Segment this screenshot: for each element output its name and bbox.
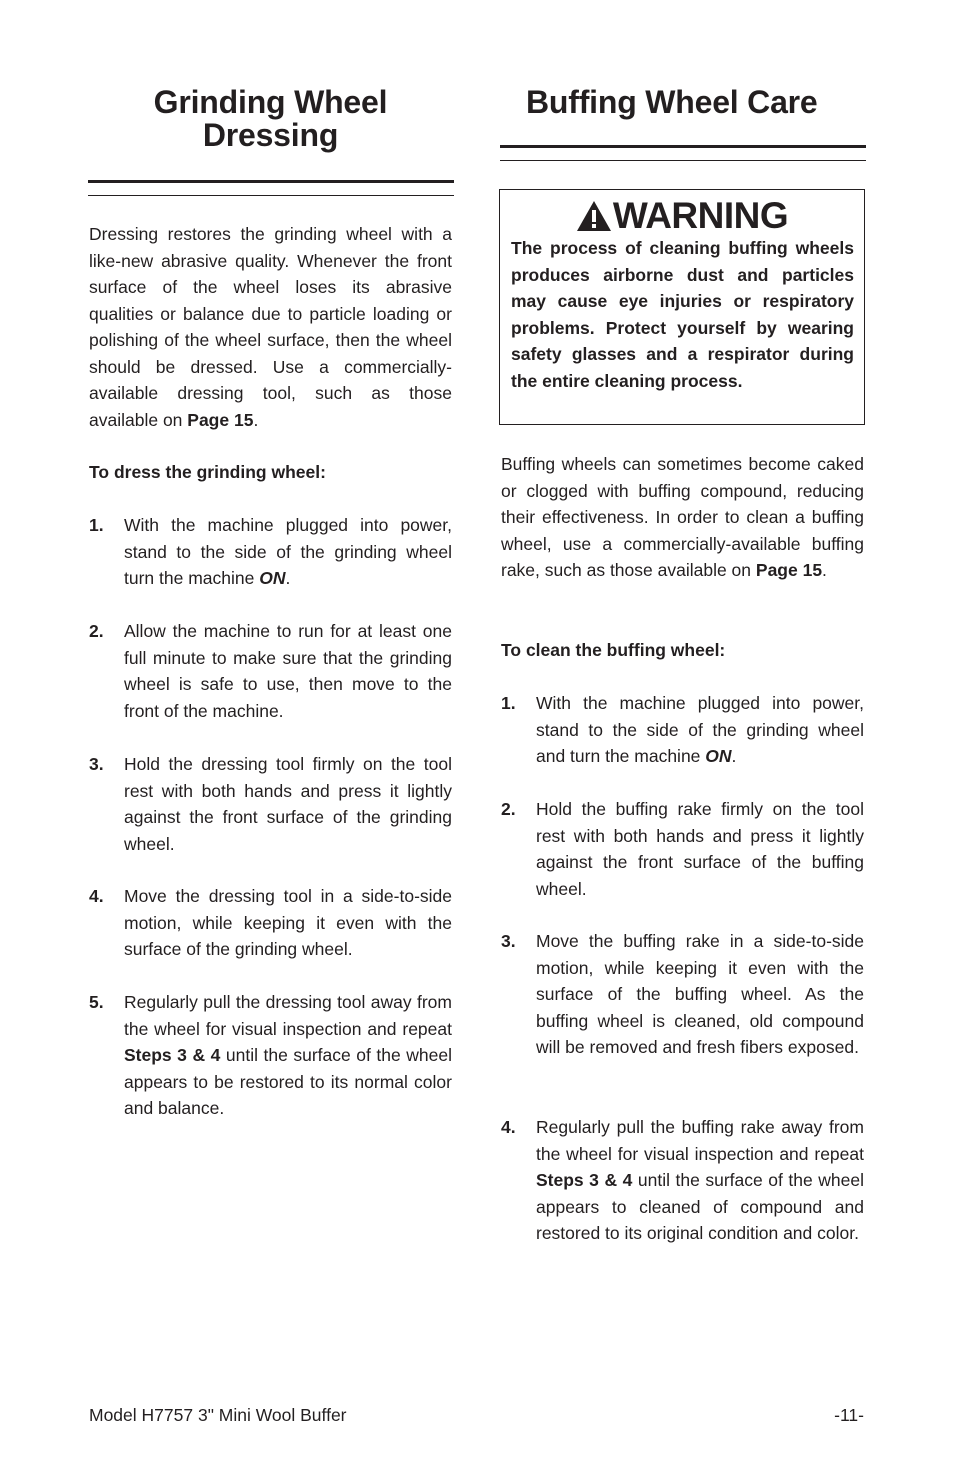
grinding-subheading: To dress the grinding wheel: (89, 462, 326, 482)
buffing-subheading: To clean the buffing wheel: (501, 640, 726, 660)
list-item: 1. With the machine plugged into power, stand to the side of the grinding wheel turn the machine ON. (89, 515, 452, 588)
title-rule-thick (88, 180, 454, 183)
list-item: 3. Hold the dressing tool firmly on the tool rest with both hands and press it lightly against the front surface of the grinding wheel. (89, 754, 452, 854)
list-item: 5. Regularly pull the dressing tool away from the wheel for visual inspection and repeat Steps 3 & 4 until the surface of the wheel appears to be restored to its normal color and balance. (89, 992, 452, 1118)
grinding-section-title (86, 86, 455, 152)
title-rule-thick (500, 145, 866, 148)
buffing-section-title: Buffing Wheel Care (526, 84, 818, 120)
list-item: 1. With the machine plugged into power, stand to the side of the grinding wheel and turn the machine ON. (501, 693, 864, 766)
title-rule-thin (500, 160, 866, 161)
page-reference: Page 15 (187, 409, 254, 430)
footer-model: Model H7757 3" Mini Wool Buffer (89, 1405, 347, 1425)
list-item: 2. Hold the buffing rake firmly on the tool rest with both hands and press it lightly against the front surface of the buffing wheel. (501, 799, 864, 899)
list-item: 4. Move the dressing tool in a side-to-side motion, while keeping it even with the surface of the grinding wheel. (89, 886, 452, 959)
warning-text: The process of cleaning buffing wheels produces airborne dust and particles may cause eye injuries or respiratory problems. Protect yourself by wearing safety glasses and a respirator during the entire cleaning process. (511, 238, 854, 391)
buffing-intro: Buffing wheels can sometimes become caked or clogged with buffing compound, reducing their effectiveness. In order to clean a buffing wheel, use a commercially-available buffing rake, such as those available on Page 15. (501, 454, 864, 580)
footer-page-number: -11- (834, 1405, 864, 1425)
warning-box (499, 189, 865, 425)
grinding-intro: Dressing restores the grinding wheel with a like-new abrasive quality. Whenever the front surface of the wheel loses its abrasive qualities or balance due to particle loading or polishing of the wheel surface, then the wheel should be dressed. Use a commercially-available dressing tool, such as those available on Page 15. (89, 224, 452, 430)
list-item: 3. Move the buffing rake in a side-to-side motion, while keeping it even with the surface of the buffing wheel. As the buffing wheel is cleaned, old compound will be removed and fresh fibers exposed. (501, 931, 864, 1057)
warning-label: WARNING (612, 195, 789, 236)
page-reference: Page 15 (755, 560, 823, 580)
list-item: 4. Regularly pull the buffing rake away from the wheel for visual inspection and repeat Steps 3 & 4 until the surface of the wheel appears to cleaned of compound and restored to its original condition and color. (501, 1117, 864, 1243)
list-item: 2. Allow the machine to run for at least one full minute to make sure that the grinding wheel is safe to use, then move to the front of the machine. (89, 621, 452, 721)
title-rule-thin (88, 195, 454, 196)
warning-triangle-icon (576, 200, 612, 232)
warning-title (500, 194, 864, 238)
grinding-title-text: Grinding Wheel Dressing (153, 84, 388, 153)
